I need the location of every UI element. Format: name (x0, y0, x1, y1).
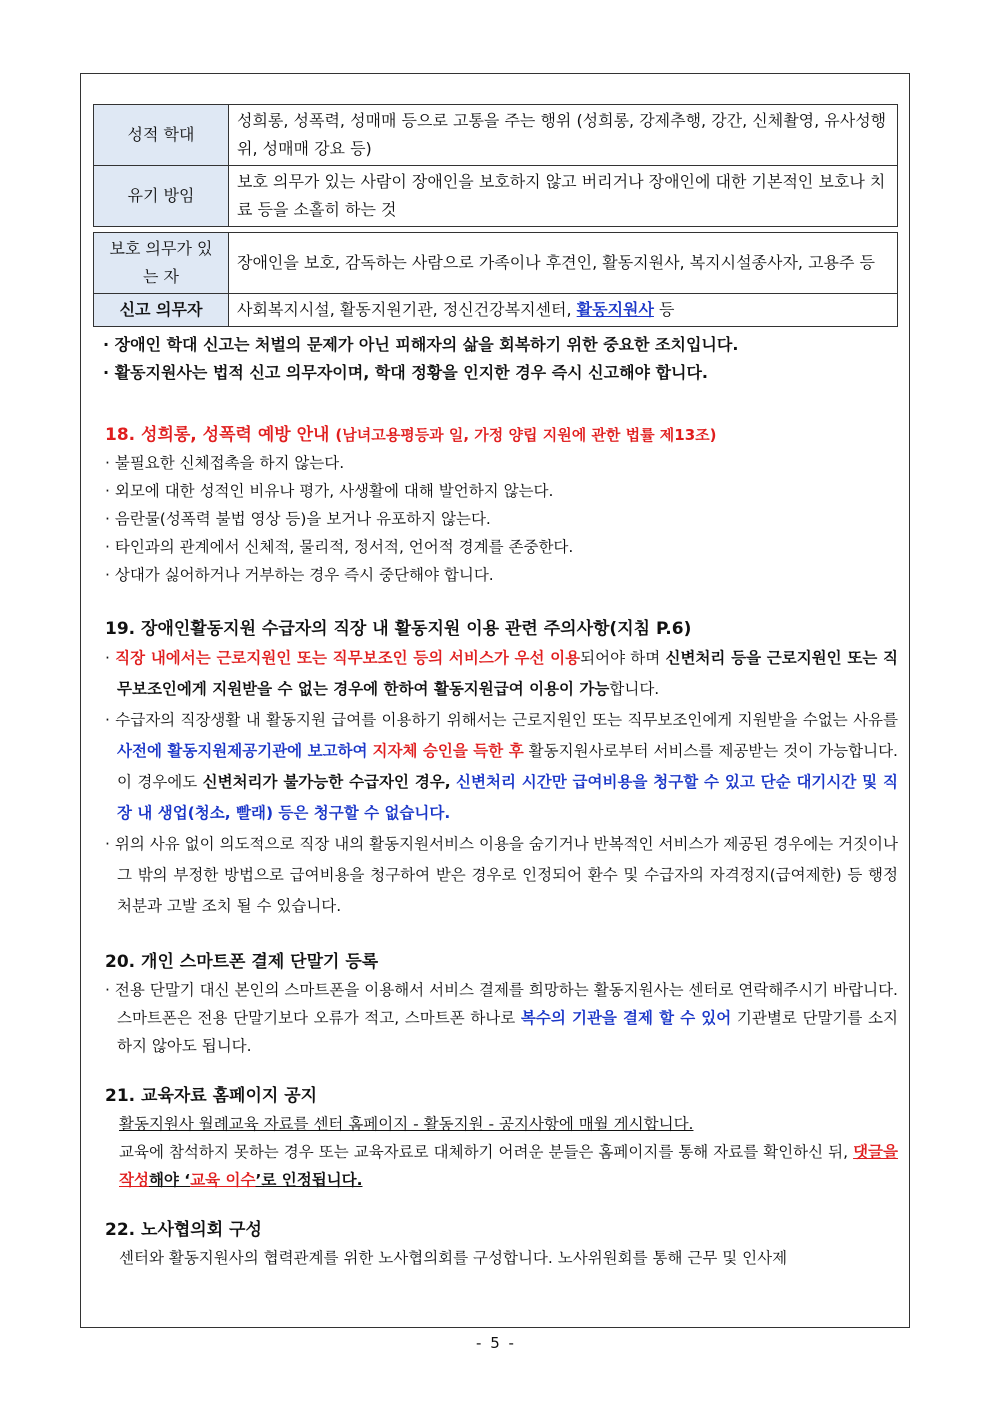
emphasis-red-underline: 교육 이수 (190, 1171, 256, 1189)
row-header: 유기 방임 (94, 166, 229, 227)
paragraph: 센터와 활동지원사의 협력관계를 위한 노사협의회를 구성합니다. 노사위원회를 통해 근무 및 인사제 (119, 1249, 788, 1267)
text: 활동지원사로부터 서비스를 제공받는 것이 가능합니다. 이 경우에도 (117, 742, 898, 791)
emphasis-blue: 사전에 활동지원제공기관에 보고하여 (117, 742, 368, 760)
section-19-title: 19. 장애인활동지원 수급자의 직장 내 활동지원 이용 관련 주의사항(지침 P.6) (105, 619, 692, 639)
list-item (93, 643, 898, 705)
list-item: · 외모에 대한 성적인 비유나 평가, 사생활에 대해 발언하지 않는다. (105, 482, 554, 500)
duty-table (93, 232, 898, 327)
paragraph (93, 1138, 898, 1194)
list-item: · 상대가 싫어하거나 거부하는 경우 즉시 중단해야 합니다. (105, 566, 494, 584)
list-item (93, 705, 898, 829)
table-row (94, 294, 898, 327)
row-body: 장애인을 보호, 감독하는 사람으로 가족이나 후견인, 활동지원사, 복지시설종사자, 고용주 등 (229, 233, 898, 294)
section-22-title: 22. 노사협의회 구성 (105, 1220, 262, 1240)
row-body: 보호 의무가 있는 사람이 장애인을 보호하지 않고 버리거나 장애인에 대한 기본적인 보호나 치료 등을 소홀히 하는 것 (229, 166, 898, 227)
highlight-activity-supporter: 활동지원사 (576, 300, 654, 319)
emphasis-bold: 신변처리 등을 근로지원인 또는 직무보조인에게 지원받을 수 없는 경우에 한하여 활동지원급여 이용이 가능 (117, 649, 898, 698)
emphasis-red: 직장 내에서는 근로지원인 또는 직무보조인 등의 서비스가 우선 이용 (115, 649, 581, 667)
section-20-title: 20. 개인 스마트폰 결제 단말기 등록 (105, 952, 379, 972)
list-item: · 불필요한 신체접촉을 하지 않는다. (105, 454, 345, 472)
emphasis-bold: ’로 인정됩니다. (255, 1171, 363, 1189)
section-21-title: 21. 교육자료 홈페이지 공지 (105, 1086, 318, 1106)
emphasis-red-underline: 댓글을 작성 (119, 1143, 898, 1189)
row-header: 성적 학대 (94, 105, 229, 166)
abuse-definition-table (93, 104, 898, 227)
table-row (94, 166, 898, 227)
section-18-title (93, 421, 898, 449)
section-18-heading: 18. 성희롱, 성폭력 예방 안내 (105, 425, 330, 445)
text: 되어야 하며 (580, 649, 666, 667)
reporter-list-end: 등 (659, 300, 675, 319)
emphasis-blue: 신변처리 시간만 급여비용을 청구할 수 있고 단순 대기시간 및 직장 내 생업(청소, 빨래) 등은 청구할 수 없습니다. (117, 773, 898, 822)
list-item: · 타인과의 관계에서 신체적, 물리적, 정서적, 언어적 경계를 존중한다. (105, 538, 574, 556)
list-item: · 위의 사유 없이 의도적으로 직장 내의 활동지원서비스 이용을 숨기거나 반복적인 서비스가 제공된 경우에는 거짓이나 그 밖의 부정한 방법으로 급여비용을 청구하여 받은 경우로 인정되어 환수 및 수급자의 자격정지(급여제한) 등 행정처분과 고발 조치 될 수 있습니다. (105, 835, 898, 915)
row-header: 보호 의무가 있는 자 (94, 233, 229, 294)
document-content (93, 104, 898, 1272)
text: 합니다. (609, 680, 660, 698)
row-body: 성희롱, 성폭력, 성매매 등으로 고통을 주는 행위 (성희롱, 강제추행, 강간, 신체촬영, 유사성행위, 성매매 강요 등) (229, 105, 898, 166)
text: 기관별로 단말기를 소지하지 않아도 됩니다. (117, 1009, 898, 1055)
paragraph (93, 1110, 898, 1138)
row-header: 신고 의무자 (94, 294, 229, 327)
bullet: · (105, 649, 116, 667)
note-2: · 활동지원사는 법적 신고 의무자이며, 학대 정황을 인지한 경우 즉시 신고해야 합니다. (103, 363, 709, 382)
table-row (94, 233, 898, 294)
table-row (94, 105, 898, 166)
list-item (93, 976, 898, 1060)
section-18-law: (남녀고용평등과 일, 가정 양립 지원에 관한 법률 제13조) (335, 426, 717, 444)
emphasis-red: 지자체 승인을 득한 후 (372, 742, 524, 760)
list-item: · 음란물(성폭력 불법 영상 등)을 보거나 유포하지 않는다. (105, 510, 491, 528)
underlined-text: 활동지원사 월례교육 자료를 센터 홈페이지 - 활동지원 - 공지사항에 매월 게시합니다. (119, 1115, 694, 1133)
text: 교육에 참석하지 못하는 경우 또는 교육자료로 대체하기 어려운 분들은 홈페이지를 통해 자료를 확인하신 뒤, (119, 1143, 854, 1161)
emphasis-bold: 신변처리가 불가능한 수급자인 경우, (202, 773, 451, 791)
emphasis-blue: 복수의 기관을 결제 할 수 있어 (520, 1009, 732, 1027)
reporter-list: 사회복지시설, 활동지원기관, 정신건강복지센터, (237, 300, 572, 319)
text: · 전용 단말기 대신 본인의 스마트폰을 이용해서 서비스 결제를 희망하는 활동지원사는 센터로 연락해주시기 바랍니다. 스마트폰은 전용 단말기보다 오류가 적고, 스마트폰 하나로 (105, 981, 898, 1027)
row-body (229, 294, 898, 327)
note-1: · 장애인 학대 신고는 처벌의 문제가 아닌 피해자의 삶을 회복하기 위한 중요한 조치입니다. (103, 335, 739, 354)
page-number: - 5 - (476, 1334, 516, 1352)
text: · 수급자의 직장생활 내 활동지원 급여를 이용하기 위해서는 근로지원인 또는 직무보조인에게 지원받을 수없는 사유를 (105, 711, 898, 729)
emphasis-bold: 해야 ‘ (148, 1171, 191, 1189)
